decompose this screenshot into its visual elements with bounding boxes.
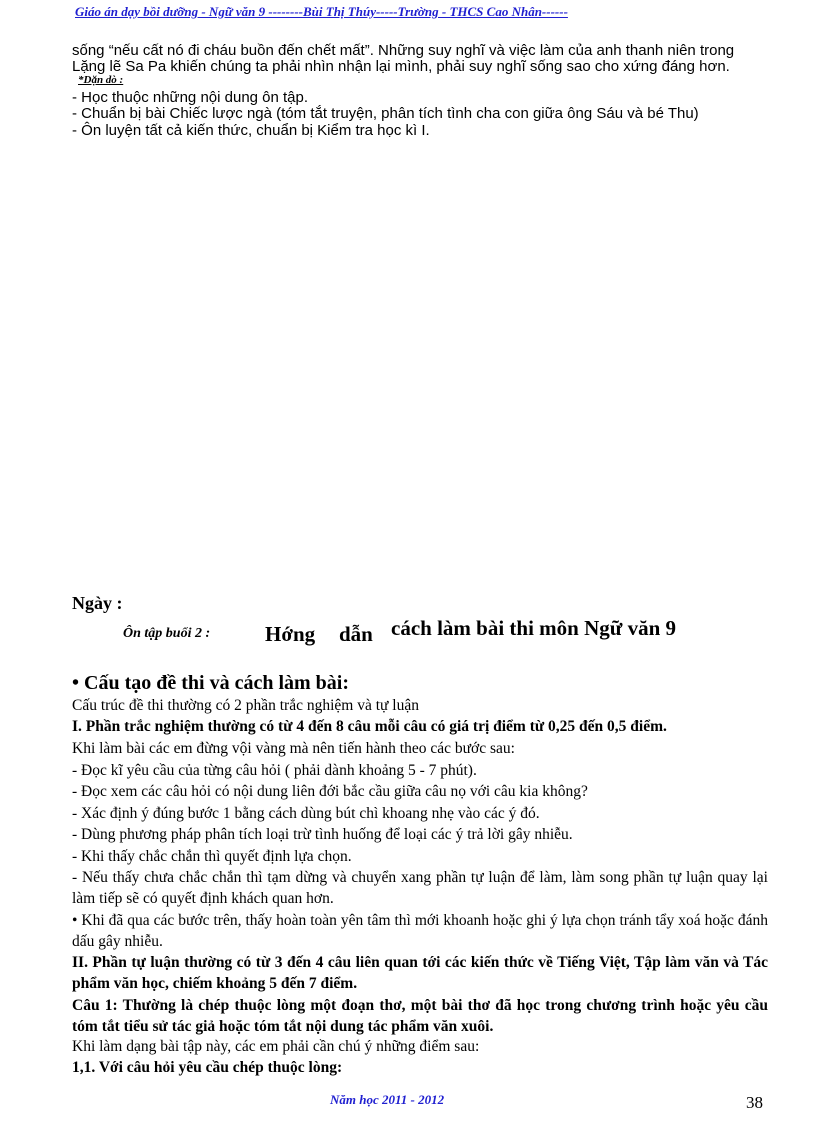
structure-line: Cấu trúc đề thi thường có 2 phần trắc nghiệm và tự luận (72, 697, 419, 714)
title-word-2: dẫn (339, 622, 373, 646)
step-item: - Đọc kĩ yêu cầu của từng câu hỏi ( phải dành khoảng 5 - 7 phút). (72, 762, 477, 779)
date-label: Ngày : (72, 593, 123, 613)
top-paragraph-line-1: sống “nếu cất nó đi cháu buồn đến chết mất”. Những suy nghĩ và việc làm của anh thanh niên trong (72, 42, 735, 59)
part1-heading: I. Phần trắc nghiệm thường có từ 4 đến 8 câu mỗi câu có giá trị điểm từ 0,25 đến 0,5 điểm. (72, 718, 667, 735)
sub-heading: 1,1. Với câu hỏi yêu cầu chép thuộc lòng: (72, 1059, 343, 1076)
homework-item: - Ôn luyện tất cả kiến thức, chuẩn bị Kiểm tra học kì I. (72, 122, 430, 139)
title-main: cách làm bài thi môn Ngữ văn 9 (391, 616, 677, 640)
section-heading: • Cấu tạo đề thi và cách làm bài: (72, 672, 350, 694)
page-footer: Năm học 2011 - 2012 (330, 1092, 445, 1107)
notes-intro: Khi làm dạng bài tập này, các em phải cần chú ý những điểm sau: (72, 1038, 480, 1055)
step-item: - Xác định ý đúng bước 1 bằng cách dùng bút chì khoang nhẹ vào các ý đó. (72, 805, 540, 822)
title-word-1: Hớng (265, 622, 316, 646)
part2-heading: II. Phần tự luận thường có từ 3 đến 4 câu liên quan tới các kiến thức về Tiếng Việt, Tập làm văn và Tác phẩm văn học, chiếm khoảng 5 đến 7 điểm. (72, 954, 768, 992)
cau1-paragraph: Câu 1: Thường là chép thuộc lòng một đoạn thơ, một bài thơ đã học trong chương trình hoặc yêu cầu tóm tắt tiểu sử tác giả hoặc tóm tắt nội dung tác phẩm văn xuôi. (72, 997, 768, 1035)
page-number: 38 (746, 1093, 763, 1112)
step-item: - Đọc xem các câu hỏi có nội dung liên đới bắc cầu giữa câu nọ với câu kia không? (72, 783, 588, 800)
step-item: - Dùng phương pháp phân tích loại trừ tình huống để loại các ý trả lời gây nhiễu. (72, 826, 573, 843)
homework-label: *Dặn dò : (78, 74, 124, 86)
homework-item: - Chuẩn bị bài Chiếc lược ngà (tóm tắt truyện, phân tích tình cha con giữa ông Sáu và bé Thu) (72, 105, 699, 122)
page-header: Giáo án dạy bồi dưỡng - Ngữ văn 9 --------Bùi Thị Thúy-----Trường - THCS Cao Nhân------ (75, 4, 568, 19)
homework-item: - Học thuộc những nội dung ôn tập. (72, 89, 309, 106)
step-item: - Khi thấy chắc chắn thì quyết định lựa chọn. (72, 848, 352, 865)
top-paragraph-line-2: Lặng lẽ Sa Pa khiến chúng ta phải nhìn nhận lại mình, phải suy nghĩ sống sao cho xứng đáng hơn. (72, 58, 730, 75)
bullet-long: • Khi đã qua các bước trên, thấy hoàn toàn yên tâm thì mới khoanh hoặc ghi ý lựa chọn tránh tẩy xoá hoặc đánh dấu gây nhiễu. (72, 912, 768, 950)
steps-intro: Khi làm bài các em đừng vội vàng mà nên tiến hành theo các bước sau: (72, 740, 515, 757)
session-label: Ôn tập buổi 2 : (123, 626, 211, 641)
step-long: - Nếu thấy chưa chắc chắn thì tạm dừng và chuyển xang phần tự luận để làm, làm song phần tự luận quay lại làm tiếp sẽ có quyết định khách quan hơn. (72, 869, 768, 907)
